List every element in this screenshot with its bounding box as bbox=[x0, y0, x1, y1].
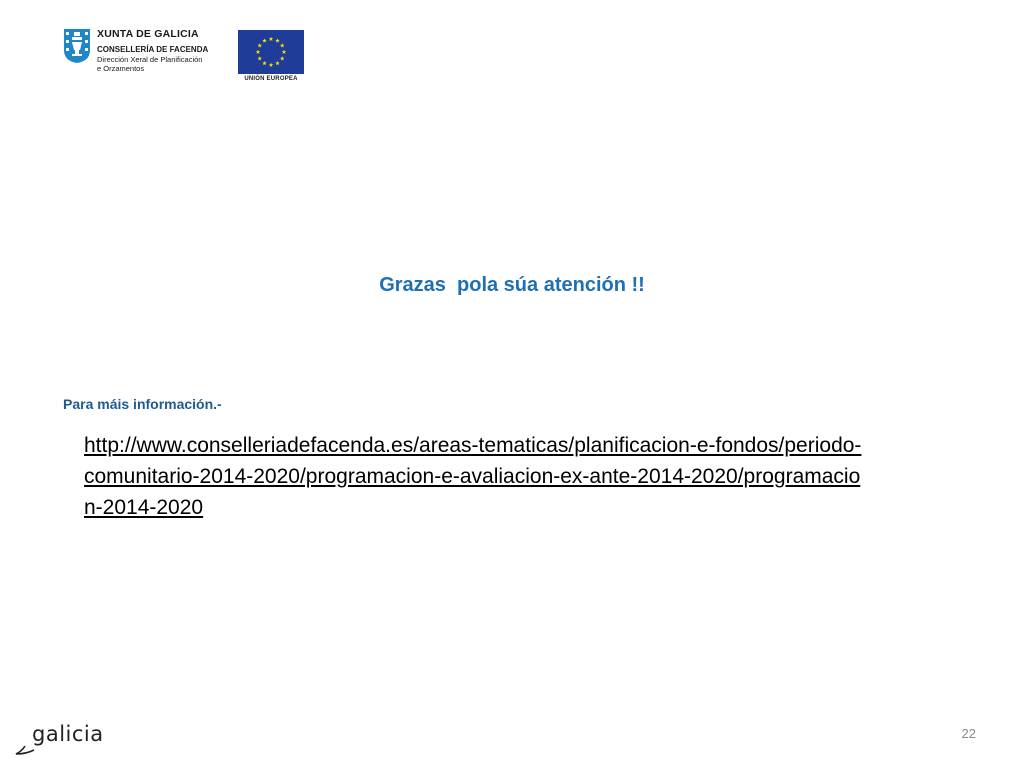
eu-flag-icon bbox=[238, 30, 304, 74]
eu-caption: UNIÓN EUROPEA bbox=[244, 76, 298, 82]
eu-logo bbox=[238, 30, 304, 86]
xunta-department: CONSELLERÍA DE FACENDA bbox=[97, 45, 209, 54]
xunta-emblem-icon bbox=[63, 28, 91, 64]
galicia-brand-logo bbox=[12, 722, 102, 758]
page-number: 22 bbox=[961, 726, 976, 741]
xunta-subtitle-line2: e Orzamentos bbox=[97, 64, 145, 73]
galicia-wordmark: galicia bbox=[32, 722, 104, 746]
more-info-label: Para máis información.- bbox=[63, 396, 222, 412]
xunta-subtitle-line1: Dirección Xeral de Planificación bbox=[97, 55, 203, 64]
xunta-logo bbox=[63, 28, 223, 84]
info-link[interactable]: http://www.conselleriadefacenda.es/areas-tematicas/planificacion-e-fondos/periodo-comunitario-2014-2020/programacion-e-avaliacion-ex-ante-2014-2020/programacion-2014-2020 bbox=[84, 434, 862, 519]
thanks-heading: Grazas pola súa atención !! bbox=[379, 274, 645, 296]
xunta-title: XUNTA DE GALICIA bbox=[97, 28, 199, 40]
